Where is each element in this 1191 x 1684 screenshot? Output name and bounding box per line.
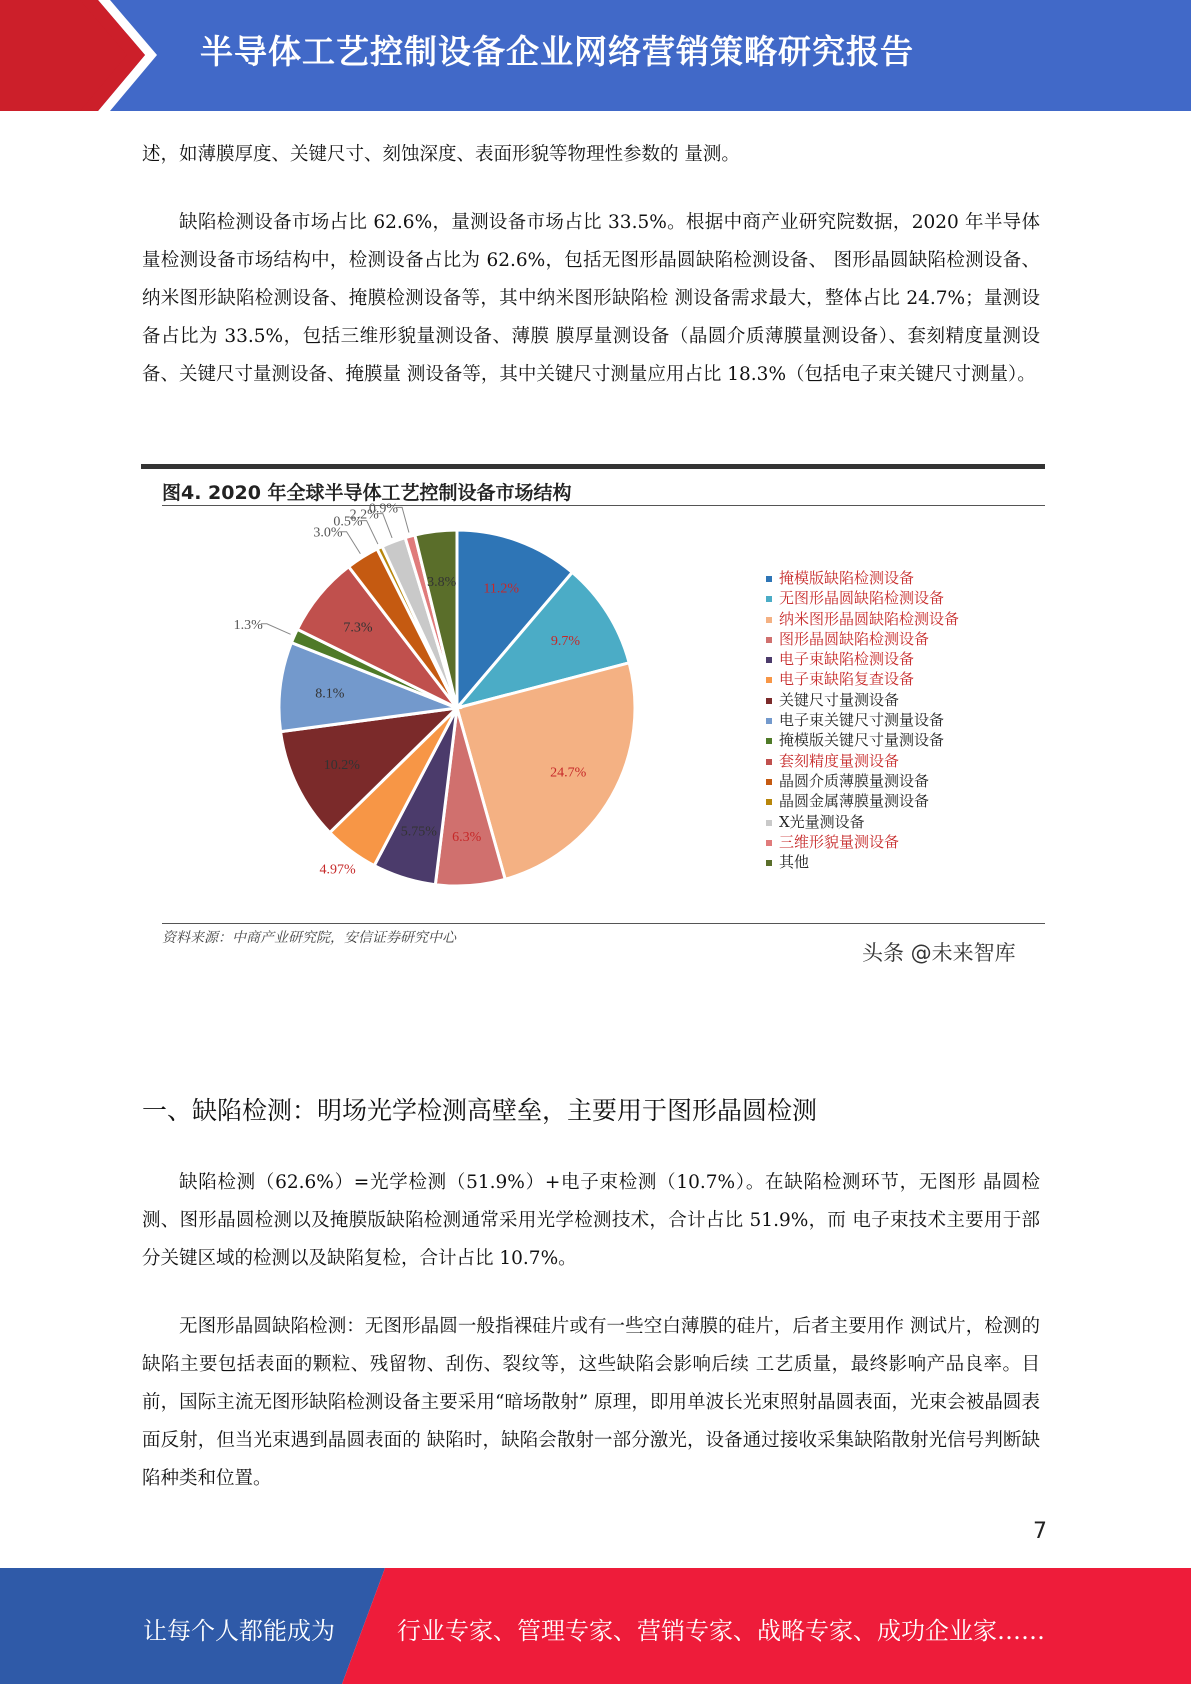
page-number: 7: [1033, 1519, 1047, 1544]
legend-label: 图形晶圆缺陷检测设备: [779, 629, 930, 648]
pie-leader-line: [361, 521, 378, 544]
pie-data-label: 24.7%: [550, 765, 587, 781]
pie-leader-line: [341, 532, 361, 554]
legend-swatch: [766, 799, 772, 805]
pie-data-label: 2.2%: [349, 507, 379, 523]
legend-swatch: [766, 677, 772, 683]
pie-leader-line: [377, 514, 392, 538]
section-heading: 一、缺陷检测：明场光学检测高壁垒，主要用于图形晶圆检测: [142, 1096, 818, 1125]
legend-item: [766, 669, 959, 689]
paragraph-continuation: 述，如薄膜厚度、关键尺寸、刻蚀深度、表面形貌等物理性参数的 量测。: [142, 144, 740, 165]
pie-data-label: 3.0%: [313, 525, 343, 541]
legend-item: [766, 730, 959, 750]
legend-label: X光量测设备: [779, 812, 865, 831]
legend-item: [766, 751, 959, 771]
legend-item: [766, 568, 959, 588]
legend-item: [766, 812, 959, 832]
figure-bottom-rule: [162, 923, 1045, 924]
legend-swatch: [766, 698, 772, 704]
legend-label: 电子束缺陷复查设备: [779, 670, 915, 689]
pie-data-label: 8.1%: [315, 686, 345, 702]
pie-data-label: 3.8%: [427, 574, 457, 590]
page-footer: [0, 1568, 1191, 1684]
legend-item: [766, 771, 959, 791]
pie-data-label: 7.3%: [343, 620, 373, 636]
paragraph-unpatterned-wafer: 无图形晶圆缺陷检测：无图形晶圆一般指裸硅片或有一些空白薄膜的硅片，后者主要用作 测试片，检测的缺陷主要包括表面的颗粒、残留物、刮伤、裂纹等，这些缺陷会影响后续 工艺质量，最终影响产品良率。目前，国际主流无图形缺陷检测设备主要采用“暗场散射” 原理，即用单波长光束照射晶圆表面，光束会被晶圆表面反射，但当光束遇到晶圆表面的 缺陷时，缺陷会散射一部分激光，设备通过接收采集缺陷散射光信号判断缺陷种类和位置。: [142, 1316, 1040, 1489]
pie-data-label: 0.5%: [333, 514, 363, 530]
legend-swatch: [766, 840, 772, 846]
legend-item: [766, 588, 959, 608]
legend-item: [766, 690, 959, 710]
pie-data-label: 9.7%: [550, 633, 581, 649]
figure-source: 资料来源：中商产业研究院，安信证券研究中心: [162, 930, 456, 946]
legend-swatch: [766, 738, 772, 744]
legend-label: 掩模版关键尺寸量测设备: [779, 731, 945, 750]
legend-label: 纳米图形晶圆缺陷检测设备: [779, 609, 960, 628]
legend-item: [766, 791, 959, 811]
legend-swatch: [766, 779, 772, 785]
legend-swatch: [766, 820, 772, 826]
legend-item: [766, 629, 959, 649]
legend-swatch: [766, 718, 772, 724]
legend-item: [766, 832, 959, 852]
legend-item: [766, 649, 959, 669]
footer-slogan-left: 让每个人都能成为: [143, 1617, 335, 1645]
legend-label: 无图形晶圆缺陷检测设备: [779, 589, 945, 608]
legend-label: 电子束关键尺寸测量设备: [779, 711, 945, 730]
legend-item: [766, 710, 959, 730]
legend-label: 其他: [779, 853, 810, 872]
legend-item: [766, 852, 959, 872]
pie-data-label: 6.3%: [452, 829, 482, 845]
legend-item: [766, 609, 959, 629]
pie-data-label: 4.97%: [319, 862, 356, 878]
pie-chart: [200, 501, 760, 920]
legend-label: 晶圆介质薄膜量测设备: [779, 771, 930, 790]
paragraph-market-share: 缺陷检测设备市场占比 62.6%，量测设备市场占比 33.5%。根据中商产业研究院数据，2020 年半导体量检测设备市场结构中，检测设备占比为 62.6%，包括无图形晶圆缺陷检测设备、 图形晶圆缺陷检测设备、纳米图形缺陷检测设备、掩膜检测设备等，其中纳米图形缺陷检 测设备需求最大，整体占比 24.7%；量测设备占比为 33.5%，包括三维形貌量测设备、薄膜 膜厚量测设备（晶圆介质薄膜量测设备）、套刻精度量测设备、关键尺寸量测设备、掩膜量 测设备等，其中关键尺寸测量应用占比 18.3%（包括电子束关键尺寸测量）。: [142, 212, 1040, 385]
legend-label: 套刻精度量测设备: [779, 751, 900, 770]
footer-slogan-right: 行业专家、管理专家、营销专家、战略专家、成功企业家……: [397, 1617, 1045, 1645]
pie-data-label: 0.9%: [368, 501, 399, 517]
legend-swatch: [766, 596, 772, 602]
legend-swatch: [766, 860, 772, 866]
pie-data-label: 1.3%: [233, 617, 263, 633]
legend-label: 电子束缺陷检测设备: [779, 650, 915, 669]
chart-legend: [766, 568, 959, 872]
legend-swatch: [766, 617, 772, 623]
figure-top-rule: [141, 464, 1045, 469]
legend-swatch: [766, 759, 772, 765]
figure-title: 图4. 2020 年全球半导体工艺控制设备市场结构: [162, 482, 572, 504]
pie-data-label: 11.2%: [483, 581, 520, 597]
watermark: 头条 @未来智库: [862, 941, 1016, 965]
legend-label: 关键尺寸量测设备: [779, 690, 900, 709]
page-header: [0, 0, 1191, 111]
paragraph-defect-detection: 缺陷检测（62.6%）=光学检测（51.9%）+电子束检测（10.7%）。在缺陷检测环节，无图形 晶圆检测、图形晶圆检测以及掩膜版缺陷检测通常采用光学检测技术，合计占比 51.9%，而 电子束技术主要用于部分关键区域的检测以及缺陷复检，合计占比 10.7%。: [142, 1172, 1040, 1269]
legend-swatch: [766, 637, 772, 643]
figure-title-rule: [162, 505, 1045, 506]
legend-swatch: [766, 657, 772, 663]
legend-label: 三维形貌量测设备: [779, 832, 900, 851]
pie-leader-line: [261, 624, 291, 635]
legend-swatch: [766, 576, 772, 582]
legend-label: 掩模版缺陷检测设备: [779, 569, 915, 587]
pie-data-label: 5.75%: [400, 824, 437, 840]
legend-label: 晶圆金属薄膜量测设备: [779, 792, 930, 811]
report-title: 半导体工艺控制设备企业网络营销策略研究报告: [200, 32, 914, 71]
pie-data-label: 10.2%: [323, 758, 360, 774]
